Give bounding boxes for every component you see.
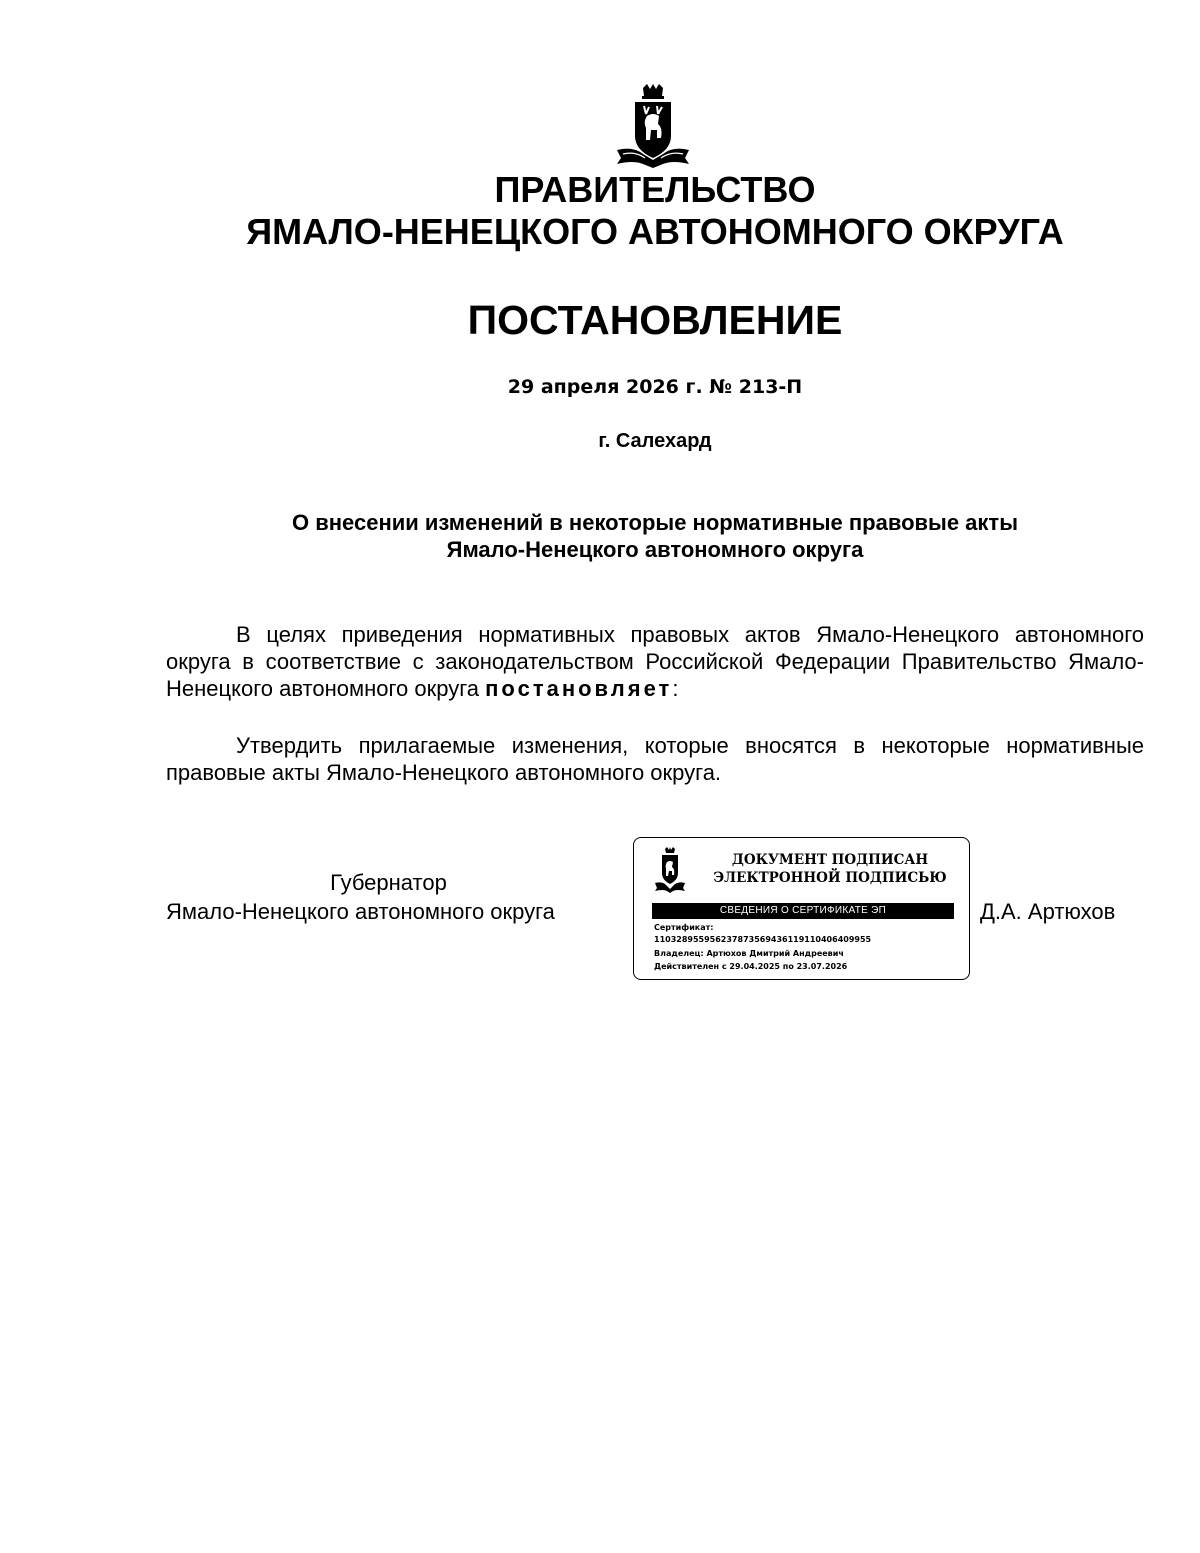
- signatory-title: Губернатор: [330, 870, 447, 895]
- resolution-keyword: постановляет: [485, 676, 673, 701]
- certificate-validity: Действителен с 29.04.2025 по 23.07.2026: [654, 962, 848, 971]
- org-name-line2: ЯМАЛО-НЕНЕЦКОГО АВТОНОМНОГО ОКРУГА: [246, 211, 1064, 252]
- document-date-number: 29 апреля 2026 г. № 213-П: [507, 376, 803, 398]
- subject-line-2: Ямало-Ненецкого автономного округа: [446, 537, 864, 562]
- subject-line-1: О внесении изменений в некоторые нормативные правовые акты: [291, 510, 1018, 535]
- stamp-title-line2: ЭЛЕКТРОННОЙ ПОДПИСЬЮ: [713, 870, 947, 886]
- certificate-info-bar: СВЕДЕНИЯ О СЕРТИФИКАТЕ ЭП: [652, 903, 954, 919]
- document-city: г. Салехард: [598, 430, 712, 452]
- document-type-title: ПОСТАНОВЛЕНИЕ: [467, 297, 843, 343]
- body-paragraph-1-text: В целях приведения нормативных правовых актов Ямало-Ненецкого автономного округа в соответствие с законодательством Российской Федерации Правительство Ямало-Ненецкого автономного округа: [166, 622, 1144, 701]
- certificate-number: 11032895595623787356943611911040​6409955: [654, 935, 872, 944]
- stamp-coat-of-arms-icon: [654, 847, 686, 893]
- electronic-signature-stamp: [633, 837, 970, 980]
- body-paragraph-1: [166, 621, 1144, 702]
- stamp-title-line1: ДОКУМЕНТ ПОДПИСАН: [731, 852, 929, 868]
- signatory-region: Ямало-Ненецкого автономного округа: [166, 899, 555, 924]
- certificate-label: Сертификат:: [654, 923, 714, 932]
- body-paragraph-1-end: :: [672, 676, 679, 701]
- coat-of-arms-icon: [613, 84, 693, 168]
- signatory-name: Д.А. Артюхов: [980, 899, 1116, 924]
- body-paragraph-2: Утвердить прилагаемые изменения, которые вносятся в некоторые нормативные правовые акты Ямало-Ненецкого автономного округа.: [166, 733, 1144, 785]
- org-name-line1: ПРАВИТЕЛЬСТВО: [494, 169, 816, 210]
- certificate-owner: Владелец: Артюхов Дмитрий Андреевич: [654, 949, 844, 958]
